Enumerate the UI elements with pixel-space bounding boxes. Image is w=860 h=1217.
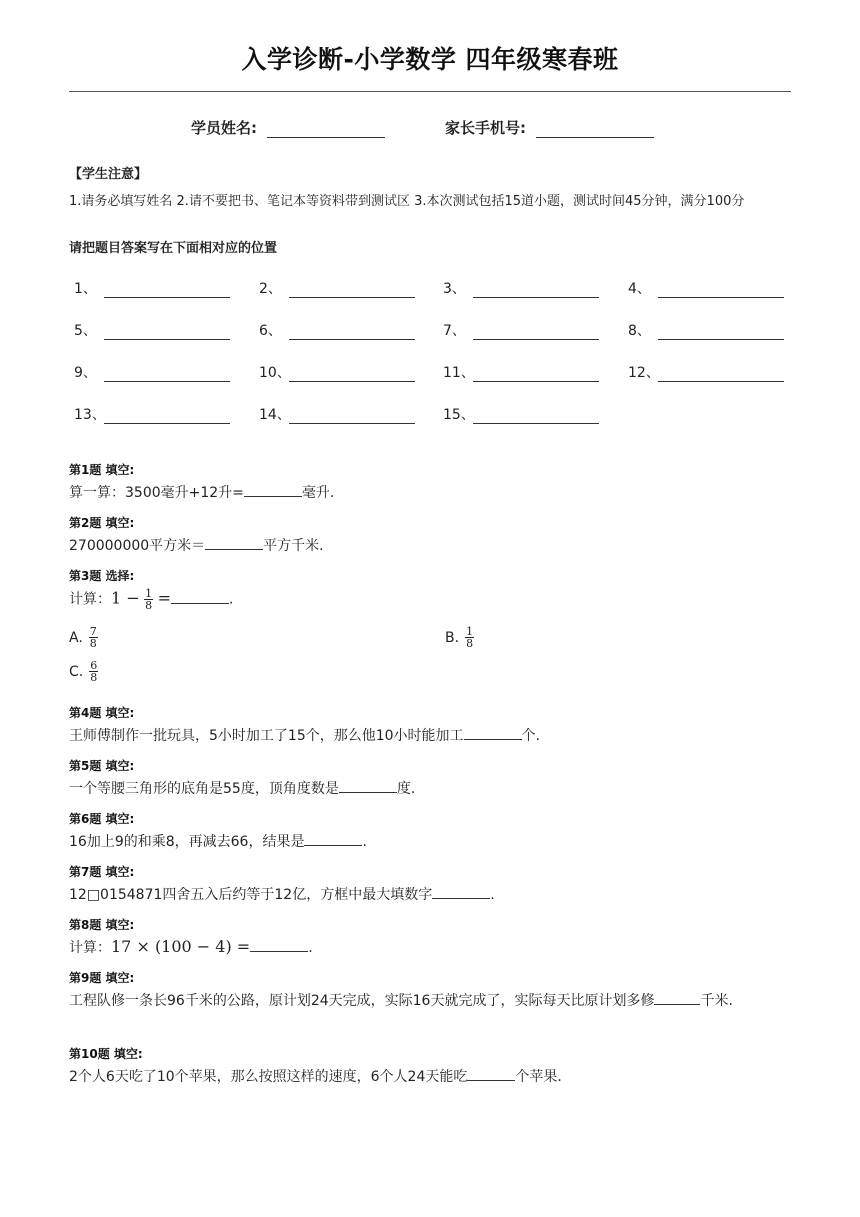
answer-number: 9、	[74, 365, 97, 381]
answer-blank[interactable]	[432, 884, 490, 899]
answer-line[interactable]	[104, 365, 230, 382]
info-fields	[0, 117, 860, 143]
question-4	[69, 704, 540, 745]
answer-blank[interactable]	[244, 482, 302, 497]
option-a[interactable]	[69, 626, 98, 649]
question-header: 第4题 填空:	[69, 706, 135, 720]
answer-number: 10、	[259, 365, 291, 381]
answer-slot[interactable]	[259, 404, 415, 424]
fraction-denominator: 8	[145, 599, 153, 612]
question-text	[69, 990, 769, 1013]
question-text-post: 个.	[521, 728, 540, 744]
fraction	[89, 660, 98, 683]
answer-number: 5、	[74, 323, 97, 339]
notice-text: 1.请务必填写姓名 2.请不要把书、笔记本等资料带到测试区 3.本次测试包括15道小题，测试时间45分钟，满分100分	[69, 194, 745, 209]
answer-line[interactable]	[473, 407, 599, 424]
question-text	[69, 1066, 562, 1086]
parent-phone-line[interactable]	[536, 118, 654, 138]
notice-heading: 【学生注意】	[69, 167, 148, 182]
answer-number: 6、	[259, 323, 282, 339]
answer-blank[interactable]	[467, 1066, 515, 1081]
question-2	[69, 514, 324, 555]
option-label: B.	[445, 629, 460, 646]
answer-number: 15、	[443, 407, 475, 423]
answer-blank[interactable]	[464, 725, 522, 740]
question-text-pre: 270000000平方米＝	[69, 538, 206, 554]
fraction-numerator: 7	[89, 625, 97, 638]
question-header: 第1题 填空:	[69, 463, 135, 477]
answer-blank[interactable]	[654, 990, 700, 1005]
question-header: 第6题 填空:	[69, 812, 135, 826]
fraction	[465, 626, 474, 649]
answer-line[interactable]	[473, 323, 599, 340]
fraction-numerator: 1	[145, 587, 153, 600]
answer-line[interactable]	[658, 281, 784, 298]
answer-number: 8、	[628, 323, 651, 339]
question-6	[69, 810, 367, 851]
fraction	[89, 626, 98, 649]
question-header: 第3题 选择:	[69, 569, 135, 583]
question-9	[69, 969, 769, 1013]
fraction-denominator: 8	[89, 637, 97, 650]
question-text-pre: 2个人6天吃了10个苹果，那么按照这样的速度，6个人24天能吃	[69, 1069, 468, 1085]
answer-line[interactable]	[104, 323, 230, 340]
answer-number: 14、	[259, 407, 291, 423]
fraction-denominator: 8	[466, 637, 474, 650]
question-10	[69, 1045, 562, 1086]
fraction-numerator: 6	[90, 659, 98, 672]
question-text-post: .	[490, 887, 495, 903]
answer-slot[interactable]	[74, 362, 230, 382]
answer-slot[interactable]	[74, 278, 230, 298]
option-label: A.	[69, 629, 83, 646]
answer-slot[interactable]	[259, 362, 415, 382]
fraction	[144, 588, 153, 611]
question-text	[69, 588, 233, 611]
answer-line[interactable]	[104, 407, 230, 424]
parent-phone-label: 家长手机号:	[445, 119, 526, 137]
question-text	[69, 778, 415, 798]
answer-line[interactable]	[473, 281, 599, 298]
question-text-pre: 16加上9的和乘8，再减去66，结果是	[69, 834, 305, 850]
question-text	[69, 937, 313, 957]
answer-number: 11、	[443, 365, 475, 381]
answer-number: 12、	[628, 365, 660, 381]
math-expression: 1 −	[111, 588, 140, 608]
option-label: C.	[69, 663, 84, 680]
answer-line[interactable]	[289, 407, 415, 424]
question-text-post: 个苹果.	[515, 1069, 562, 1085]
question-text-pre: 王师傅制作一批玩具，5小时加工了15个，那么他10小时能加工	[69, 728, 464, 744]
question-header: 第8题 填空:	[69, 918, 135, 932]
fraction-denominator: 8	[90, 671, 98, 684]
question-text-post: .	[308, 940, 313, 956]
answer-line[interactable]	[289, 281, 415, 298]
answer-slot[interactable]	[628, 362, 784, 382]
question-7	[69, 863, 495, 904]
math-equals: =	[157, 588, 171, 608]
question-1	[69, 461, 334, 502]
question-text	[69, 535, 324, 555]
answer-slot[interactable]	[628, 320, 784, 340]
student-name-field[interactable]	[191, 117, 385, 138]
fraction-numerator: 1	[466, 625, 474, 638]
student-name-label: 学员姓名:	[191, 119, 257, 137]
question-text-post: .	[228, 591, 234, 608]
answer-slot[interactable]	[628, 278, 784, 298]
answer-slot[interactable]	[443, 320, 599, 340]
question-text-pre: 工程队修一条长96千米的公路，原计划24天完成，实际16天就完成了，实际每天比原计划多修	[69, 993, 655, 1009]
answer-blank[interactable]	[205, 535, 263, 550]
answer-blank[interactable]	[250, 937, 308, 952]
question-text-post: 度.	[396, 781, 416, 797]
question-text-pre: 计算：	[69, 940, 111, 956]
answer-line[interactable]	[473, 365, 599, 382]
question-header: 第2题 填空:	[69, 516, 135, 530]
question-3	[69, 567, 233, 611]
answer-number: 3、	[443, 281, 466, 297]
answer-line[interactable]	[289, 365, 415, 382]
question-text-post: 毫升.	[301, 485, 335, 501]
answer-slot[interactable]	[74, 404, 230, 424]
question-5	[69, 757, 415, 798]
question-text	[69, 831, 367, 851]
question-header: 第5题 填空:	[69, 759, 135, 773]
parent-phone-field[interactable]	[445, 117, 654, 138]
answer-slot[interactable]	[259, 278, 415, 298]
answer-slot[interactable]	[259, 320, 415, 340]
answer-slot[interactable]	[443, 362, 599, 382]
answer-number: 7、	[443, 323, 466, 339]
answer-sheet-heading: 请把题目答案写在下面相对应的位置	[69, 241, 278, 256]
question-text-pre: 计算：	[69, 591, 111, 608]
answer-line[interactable]	[658, 365, 784, 382]
question-text-post: 平方千米.	[263, 538, 324, 554]
math-expression: 17 × (100 − 4) =	[111, 937, 251, 956]
question-header: 第9题 填空:	[69, 971, 135, 985]
question-text-pre: 算一算：3500毫升+12升=	[69, 485, 244, 501]
answer-blank[interactable]	[304, 831, 362, 846]
answer-number: 2、	[259, 281, 282, 297]
question-text	[69, 725, 540, 745]
student-name-line[interactable]	[267, 118, 385, 138]
answer-slot[interactable]	[443, 278, 599, 298]
answer-slot[interactable]	[74, 320, 230, 340]
answer-line[interactable]	[104, 281, 230, 298]
answer-blank[interactable]	[339, 778, 397, 793]
question-text-post: 千米.	[700, 993, 733, 1009]
question-header: 第7题 填空:	[69, 865, 135, 879]
answer-line[interactable]	[658, 323, 784, 340]
option-b[interactable]	[445, 626, 474, 649]
question-text	[69, 884, 495, 904]
page-title: 入学诊断-小学数学 四年级寒春班	[241, 45, 619, 74]
title-divider	[69, 91, 791, 92]
answer-number: 1、	[74, 281, 97, 297]
answer-number: 4、	[628, 281, 651, 297]
question-8	[69, 916, 313, 957]
question-text-post: .	[362, 834, 367, 850]
answer-number: 13、	[74, 407, 106, 423]
answer-blank[interactable]	[171, 589, 229, 604]
answer-line[interactable]	[289, 323, 415, 340]
question-header: 第10题 填空:	[69, 1047, 143, 1061]
question-text-pre: 一个等腰三角形的底角是55度，顶角度数是	[69, 781, 339, 797]
option-c[interactable]	[69, 660, 98, 683]
answer-slot[interactable]	[443, 404, 599, 424]
question-text	[69, 482, 334, 502]
question-text-pre: 12□0154871四舍五入后约等于12亿，方框中最大填数字	[69, 887, 433, 903]
